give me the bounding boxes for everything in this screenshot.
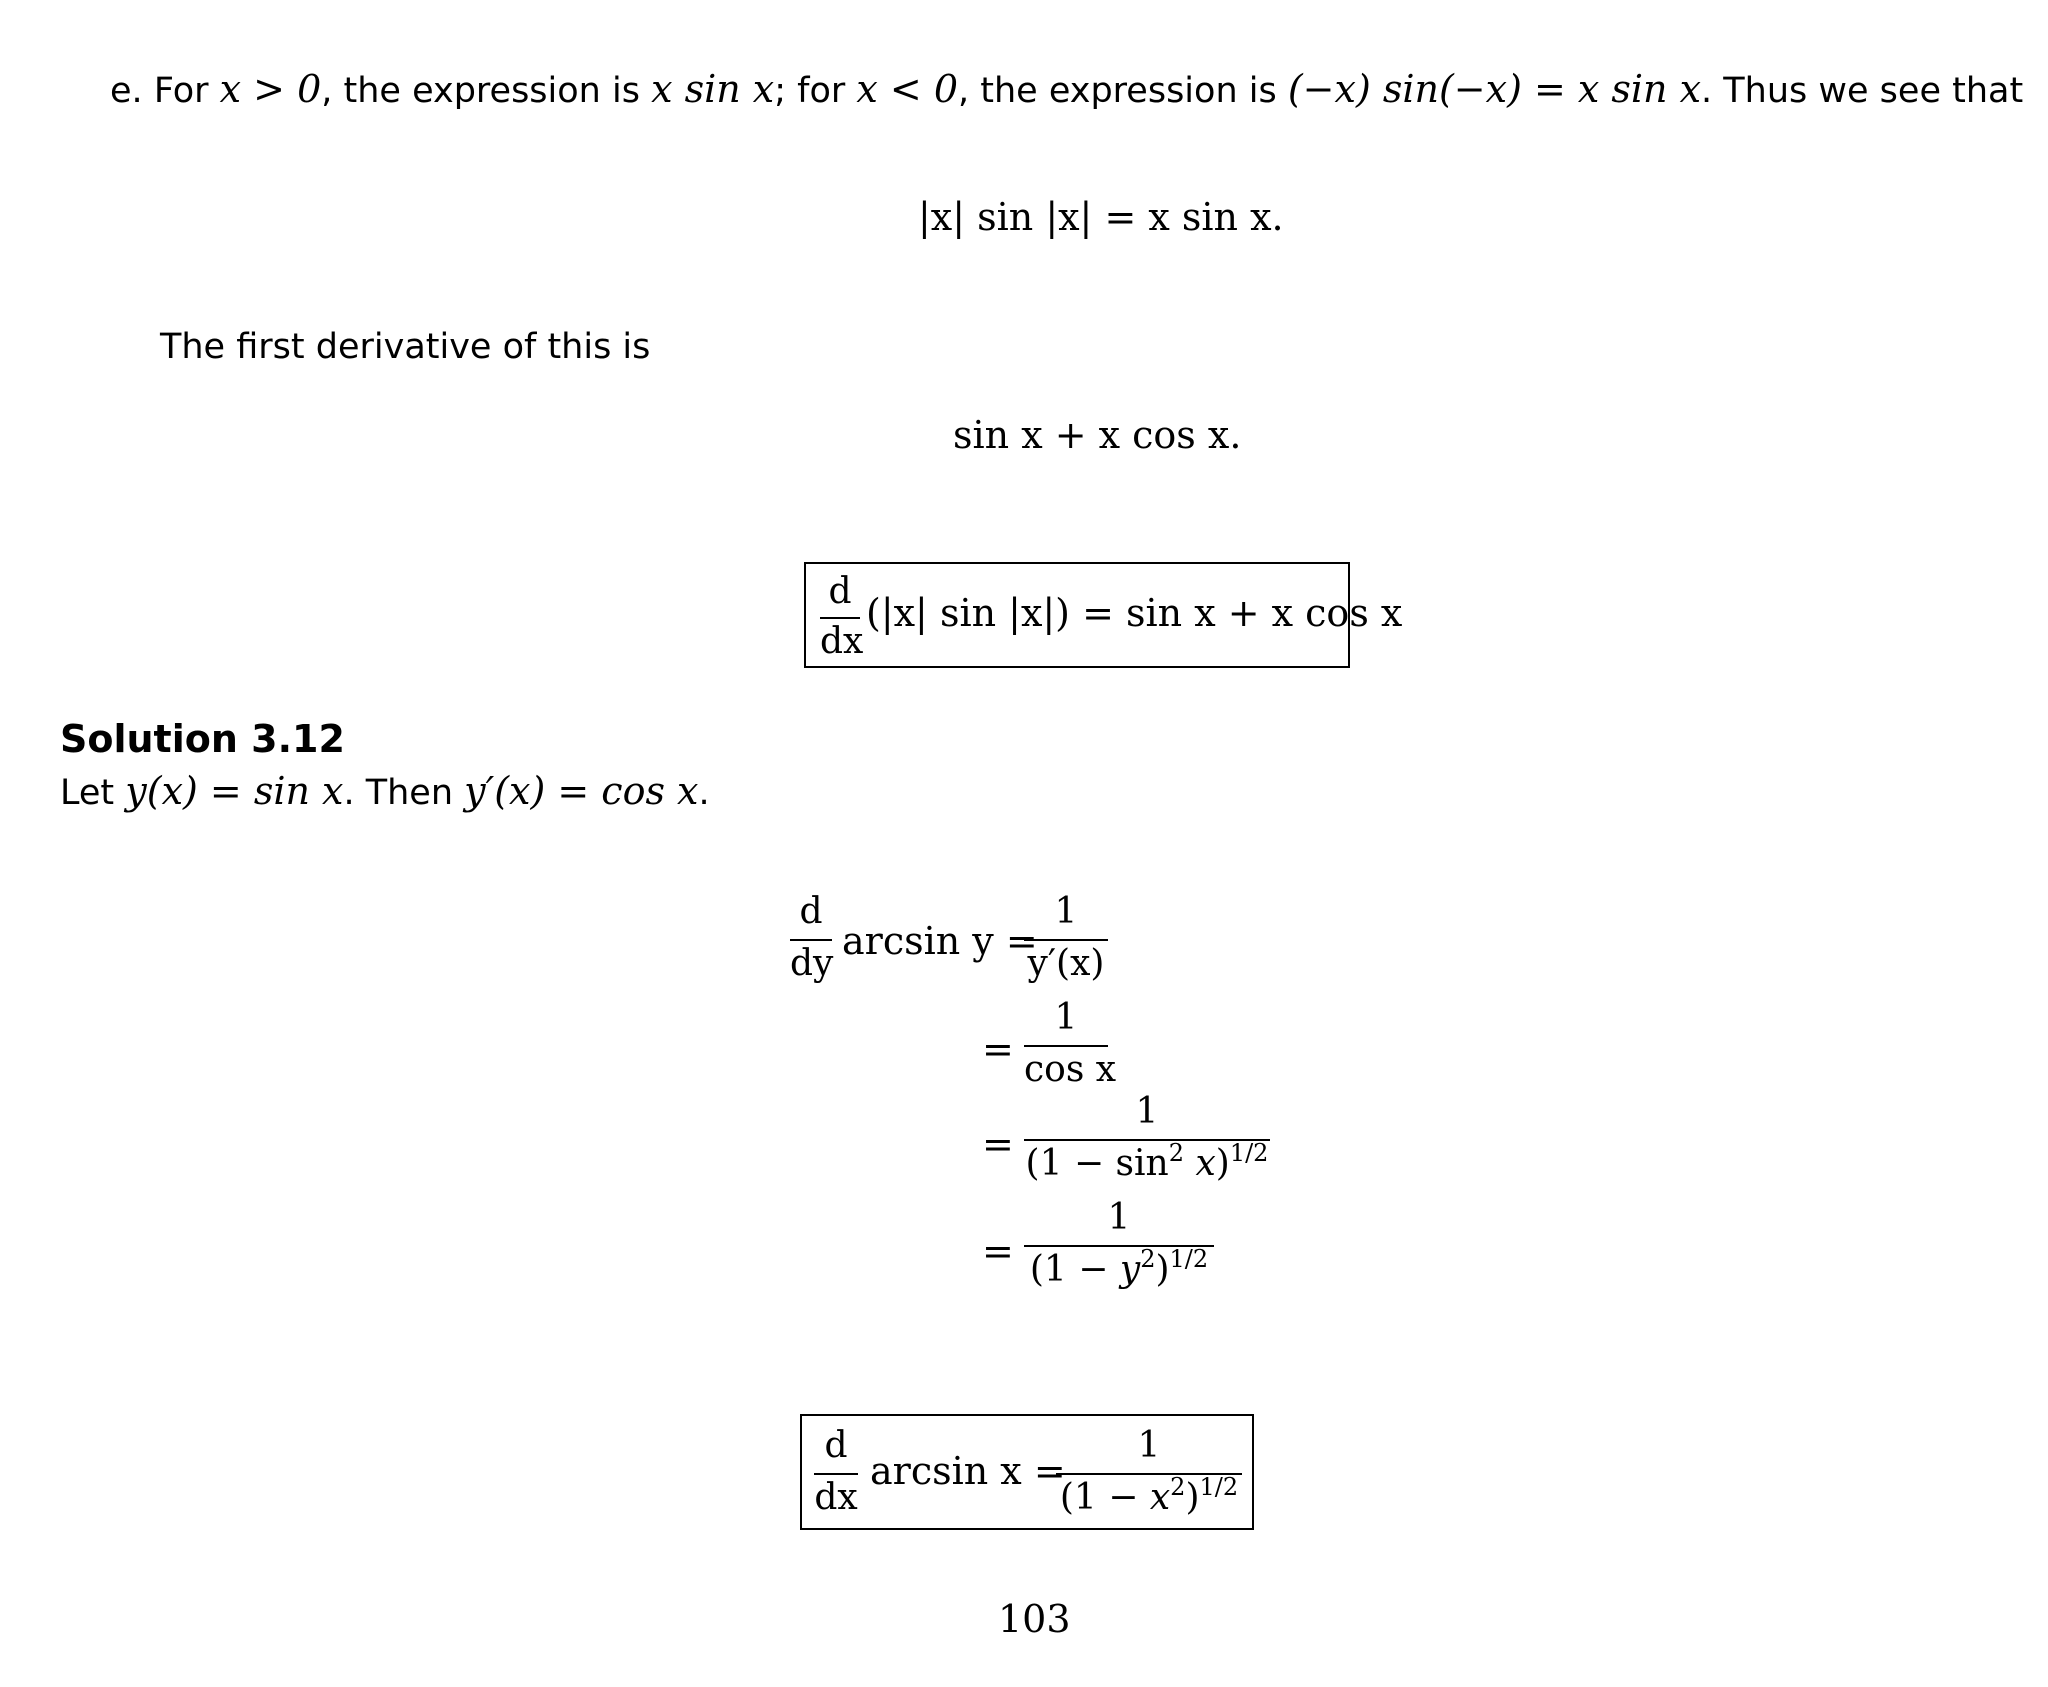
boxed-result-2-fraction: [1056, 1426, 1242, 1522]
boxed-result-1-expression: (|x| sin |x|) = sin x + x cos x: [866, 591, 1403, 635]
boxed-result-1: [804, 562, 1403, 668]
fraction-bar: [1024, 939, 1108, 941]
math-inline: x > 0: [219, 67, 322, 111]
derivation-step-2: [1024, 996, 1117, 1096]
math-inline: y(x) = sin x: [125, 769, 344, 813]
equals-sign: =: [982, 1027, 1014, 1071]
derivation-step-4: [1024, 1196, 1214, 1296]
d-dx-fraction: [814, 1426, 858, 1522]
first-derivative-text: The first derivative of this is: [160, 327, 651, 367]
math-inline: y′(x) = cos x: [464, 769, 699, 813]
boxed-result-2: [800, 1414, 1254, 1530]
fraction-denominator: cos x: [1024, 1049, 1117, 1090]
text-segment: , the expression is: [958, 71, 1288, 111]
fraction-numerator: d: [799, 891, 823, 932]
text-segment: .: [698, 773, 710, 813]
equals-sign: =: [982, 1229, 1014, 1273]
fraction-denominator: $(1 - x^2)^{1/2}$: [1059, 1473, 1239, 1518]
boxed-result-2-lhs: arcsin x =: [870, 1449, 1066, 1493]
d-dy-fraction: [790, 890, 832, 990]
part-e-paragraph: [110, 67, 2024, 111]
page-number: 103: [998, 1597, 1071, 1641]
equals-sign: =: [982, 1122, 1014, 1166]
equation-derivative: sin x + x cos x.: [953, 413, 1242, 457]
equation-abs-x-sin: |x| sin |x| = x sin x.: [918, 195, 1284, 239]
fraction-numerator: d: [824, 1425, 848, 1466]
text-segment: Let: [60, 773, 126, 813]
fraction-bar: [1024, 1045, 1108, 1047]
math-inline: (−x) sin(−x) = x sin x: [1287, 67, 1702, 111]
derivation-lhs: arcsin y =: [842, 919, 1038, 963]
derivation-step-1: [1024, 890, 1108, 990]
fraction-denominator: dy: [790, 943, 834, 984]
text-segment: , the expression is: [321, 71, 652, 111]
text-segment: ; for: [774, 71, 857, 111]
math-inline: x < 0: [856, 67, 959, 111]
solution-intro: [60, 769, 710, 813]
fraction-denominator: $(1 - \sin^2 x)^{1/2}$: [1025, 1139, 1269, 1184]
fraction-numerator: d: [828, 571, 852, 612]
solution-heading: Solution 3.12: [60, 717, 345, 761]
derivation-step-3: [1024, 1090, 1270, 1190]
fraction-bar: [820, 617, 860, 619]
fraction-numerator: 1: [1107, 1197, 1131, 1238]
fraction-numerator: 1: [1137, 1425, 1161, 1466]
fraction-denominator: y′(x): [1027, 943, 1105, 984]
fraction-numerator: 1: [1054, 997, 1078, 1038]
part-e-label: e.: [110, 71, 143, 111]
fraction-bar: [814, 1473, 858, 1475]
fraction-denominator: dx: [820, 621, 864, 662]
math-inline: x sin x: [651, 67, 775, 111]
fraction-numerator: 1: [1054, 891, 1078, 932]
fraction-denominator: dx: [814, 1477, 858, 1518]
fraction-denominator: $(1 - y^2)^{1/2}$: [1029, 1245, 1209, 1290]
text-segment: . Thus we see that: [1701, 71, 2024, 111]
text-segment: . Then: [343, 773, 465, 813]
fraction-numerator: 1: [1135, 1091, 1159, 1132]
fraction-bar: [790, 939, 832, 941]
d-dx-fraction: [820, 571, 864, 662]
text-segment: For: [153, 71, 220, 111]
